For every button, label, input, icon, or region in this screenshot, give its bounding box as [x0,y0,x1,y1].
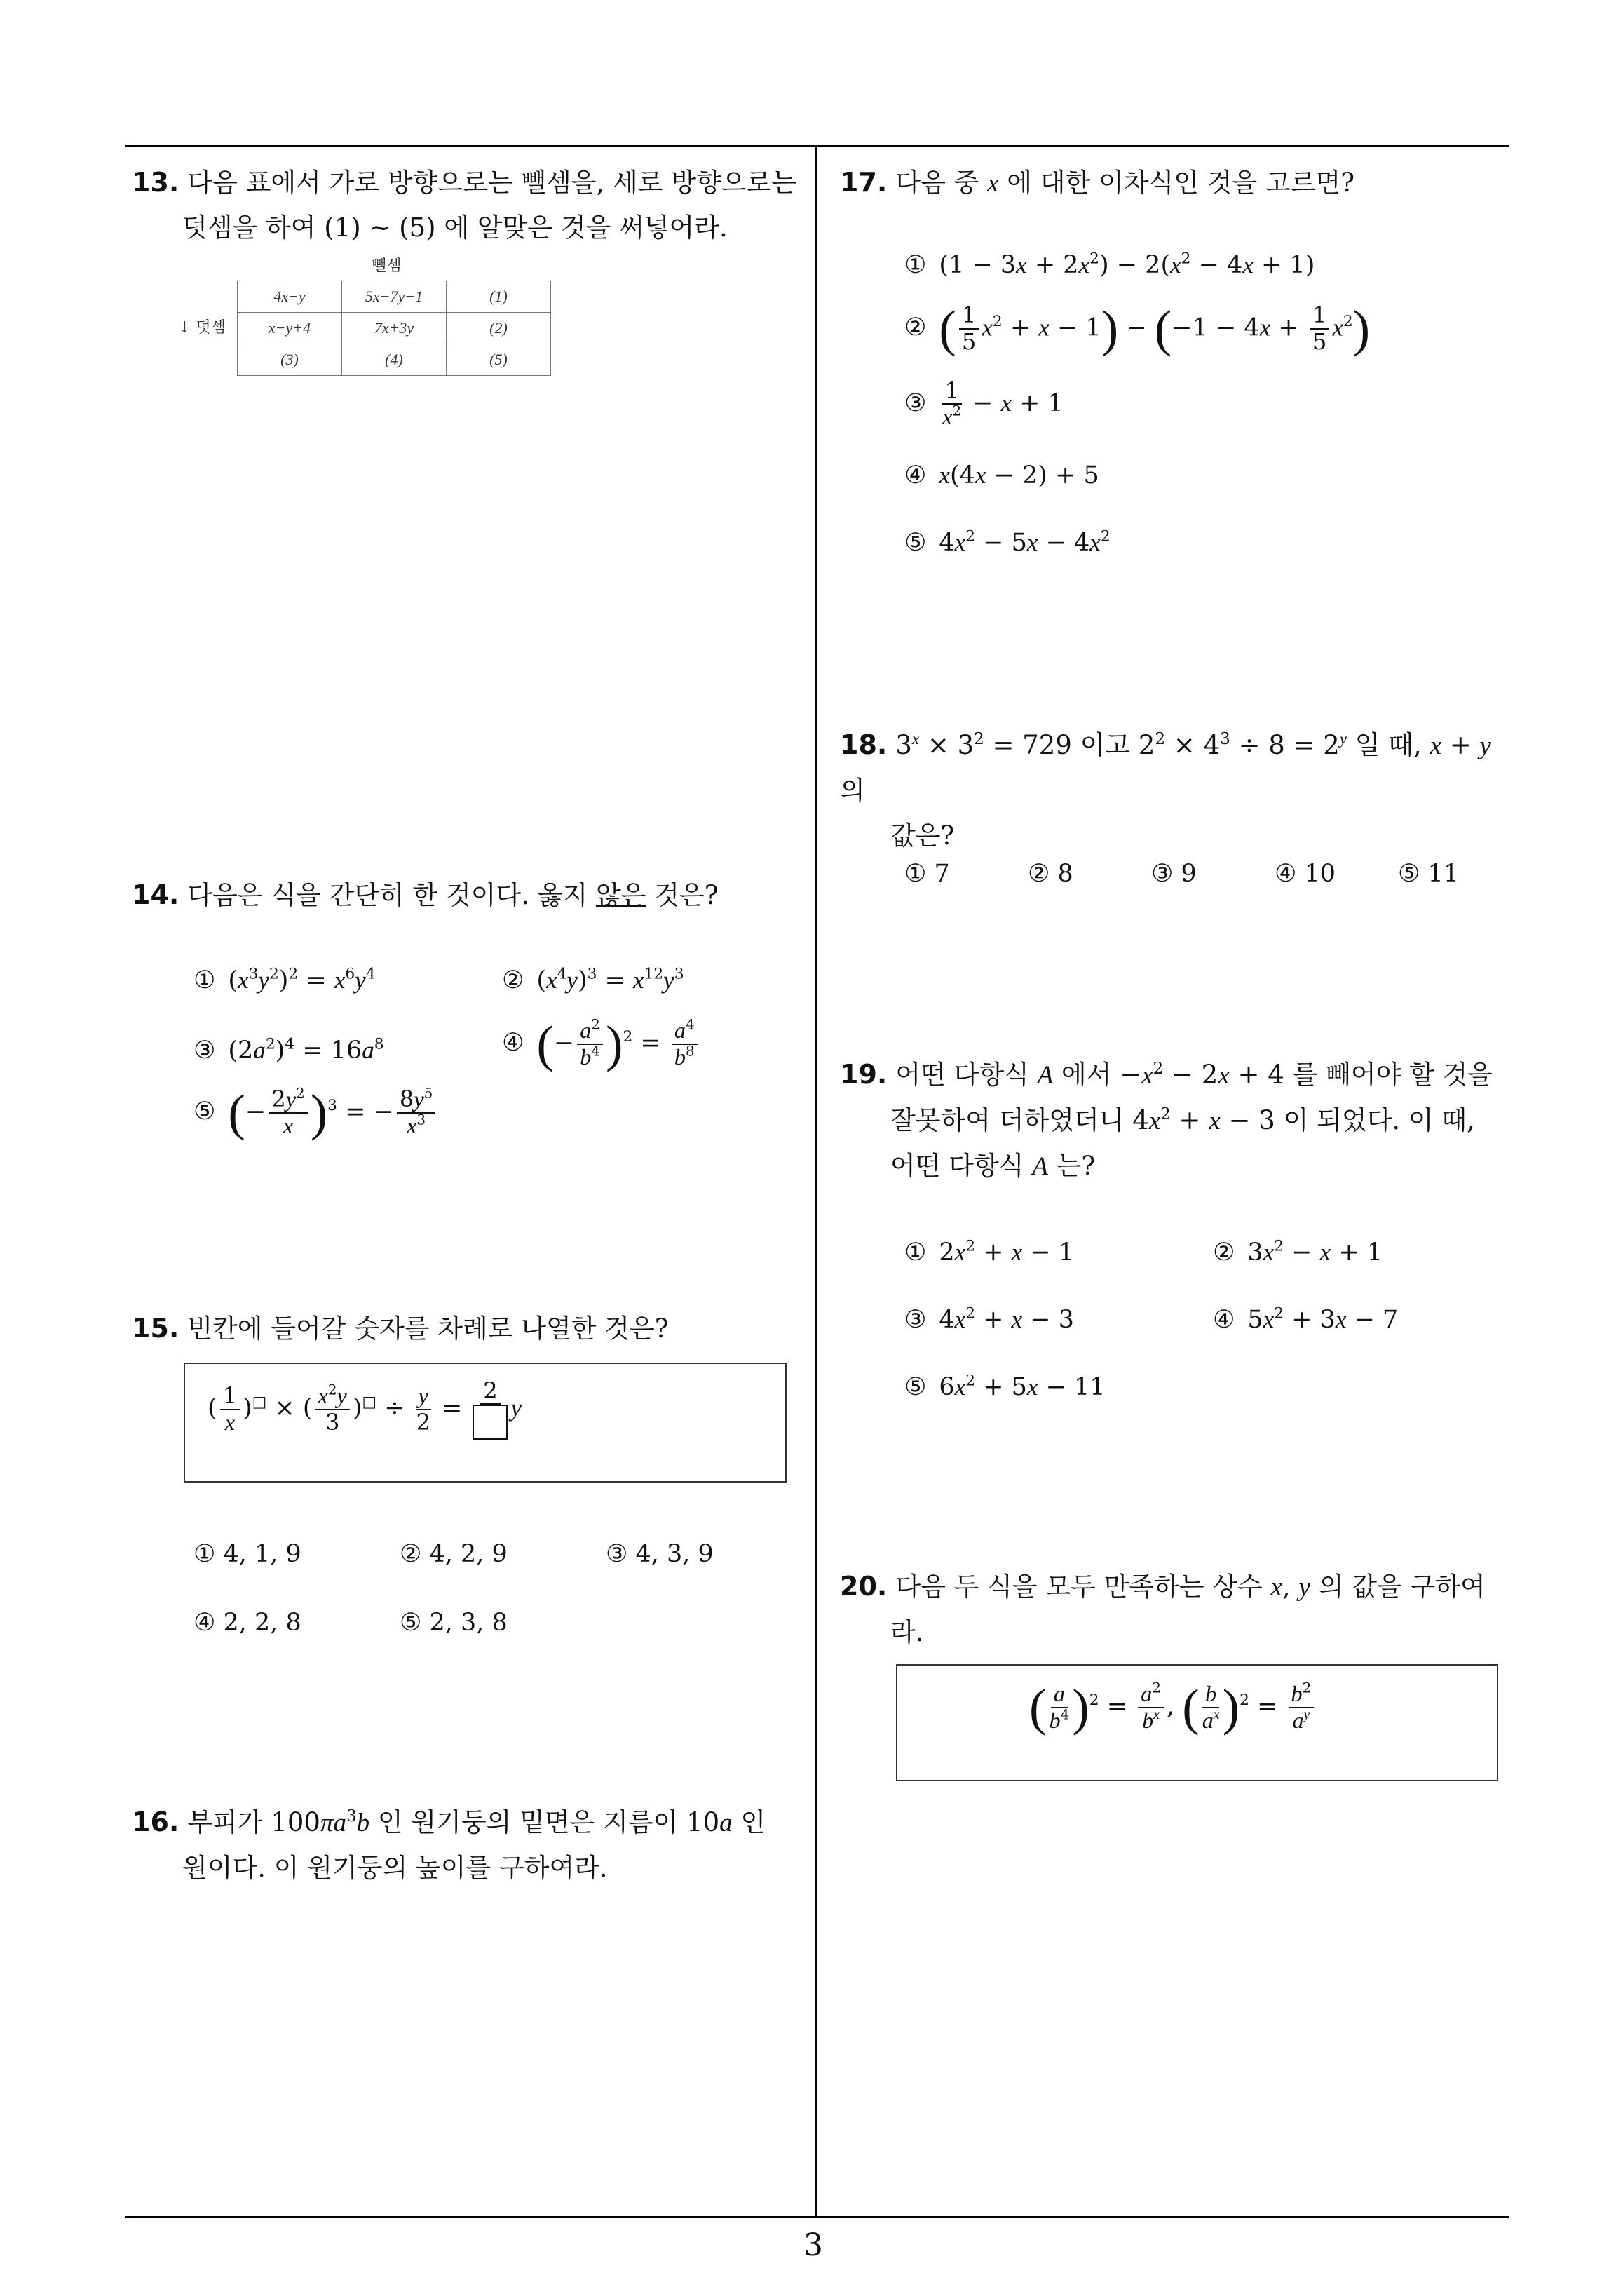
table-side-label: ↓ 덧셈 [178,319,226,337]
q15-formula: ( $\frac{1}{x}$ )□ × ( $\frac{x^2y}{3}$ )□ ÷ $\frac{y}{2}$ = 2 y [208,1379,522,1440]
q18-option-2: ② 8 [1028,860,1073,888]
q17-option-3: ③ $\frac{1}{x^2}$ − x + 1 [904,377,1064,430]
question-15 [132,1306,669,1351]
bottom-rule [125,2216,1509,2218]
question-16: 16. 부피가 $100\pi a^3b$ 인 원기둥의 밑면은 지름이 10a 인 원이다. 이 원기둥의 높이를 구하여라. [132,1799,805,1891]
q19-option-1: ① $2x^2 + x - 1$ [904,1237,1075,1267]
question-13-table [237,281,551,376]
q20-formula: ( $\frac{a}{b^4}$ )$^2$ = $\frac{a^2}{b^x}$ , ( $\frac{b}{a^x}$ )$^2$ = $\frac{b^2}{a^y}$ [1029,1682,1317,1734]
question-text-line2: 값은? [890,821,955,851]
table-row [238,313,551,344]
table-cell: (3) [238,344,342,376]
underlined-text: 않은 [596,880,646,910]
question-text-end: 것은? [646,880,719,910]
table-top-label: 뺄셈 [372,257,402,275]
q14-option-1: ① $(x^3y^2)^2 = x^6y^4$ [193,965,376,994]
q15-option-1: ① 4, 1, 9 [193,1540,301,1568]
q19-option-2: ② $3x^2 - x + 1$ [1213,1237,1383,1267]
q14-option-4: ④ (− $\frac{a^2}{b^4}$ )$^2$ = $\frac{a^4}{b^8}$ [502,1018,700,1070]
question-13 [132,160,805,250]
q15-option-4: ④ 2, 2, 8 [193,1609,301,1637]
question-text-line2: 원이다. 이 원기둥의 높이를 구하여라. [182,1853,608,1883]
q14-option-2: ② $(x^4y)^3 = x^{12}y^3$ [502,965,684,994]
q17-option-1: ① $(1 - 3x + 2x^2) - 2(x^2 - 4x + 1)$ [904,250,1315,279]
table-cell: (4) [342,344,447,376]
question-17: 17. 다음 중 x 에 대한 이차식인 것을 고르면? [840,167,1355,198]
question-number: 15. [132,1313,179,1344]
q14-option-5: ⑤ (− $\frac{2y^2}{x}$ )$^3$ = − $\frac{8y^5}{x^3}$ [193,1087,438,1139]
q15-option-5: ⑤ 2, 3, 8 [400,1609,508,1637]
q17-option-5: ⑤ $4x^2 - 5x - 4x^2$ [904,527,1111,557]
q19-option-5: ⑤ $6x^2 + 5x - 11$ [904,1372,1106,1401]
q18-option-3: ③ 9 [1151,860,1197,888]
page-number: 3 [803,2227,823,2263]
question-number: 16. [132,1807,179,1837]
question-number: 18. [840,729,888,760]
table-cell: (1) [447,281,551,313]
question-text-line2: 덧셈을 하여 (1) ~ (5) 에 알맞은 것을 써넣어라. [182,212,728,243]
question-14 [132,872,719,918]
question-number: 14. [132,879,179,910]
table-cell: 5x−7y−1 [342,281,447,313]
q17-option-4: ④ x(4x − 2) + 5 [904,461,1099,489]
q19-option-3: ③ $4x^2 + x - 3$ [904,1304,1075,1334]
question-number: 19. [840,1059,888,1090]
q18-option-4: ④ 10 [1275,860,1336,888]
table-cell: x−y+4 [238,313,342,344]
table-row [238,281,551,313]
q18-option-1: ① 7 [904,860,950,888]
table-row [238,344,551,376]
question-number: 13. [132,167,179,198]
question-19: 19. 어떤 다항식 A 에서 $-x^2 - 2x + 4$ 를 빼어야 할 것을 잘못하여 더하였더니 $4x^2 + x - 3$ 이 되었다. 이 때, 어떤 다항식 A 는? [840,1059,1493,1181]
question-text-line1: 다음 표에서 가로 방향으로는 뺄셈을, 세로 방향으로는 [187,168,796,198]
q14-option-3: ③ $(2a^2)^4 = 16a^8$ [193,1035,384,1065]
question-text-line2: 라. [890,1617,924,1647]
q15-option-3: ③ 4, 3, 9 [606,1540,714,1568]
question-18: 18. $3^x \times 3^2 = 729$ 이고 $2^2 \times 4^3 \div 8 = 2^y$ 일 때, x + y 의 값은? [840,722,1513,858]
column-divider [815,145,817,2218]
q15-option-2: ② 4, 2, 9 [400,1540,508,1568]
q17-option-2: ② ( $\frac{1}{5}$ $x^2 + x - 1) - (-1 - 4x$ + $\frac{1}{5}$ $x^2$) [904,300,1371,357]
table-cell: 4x−y [238,281,342,313]
q18-option-5: ⑤ 11 [1398,860,1460,888]
table-cell: 7x+3y [342,313,447,344]
question-number: 20. [840,1571,888,1602]
q19-option-4: ④ $5x^2 + 3x - 7$ [1213,1304,1399,1334]
question-text: 다음은 식을 간단히 한 것이다. 옳지 [187,880,597,910]
table-cell: (5) [447,344,551,376]
table-cell: (2) [447,313,551,344]
question-20: 20. 다음 두 식을 모두 만족하는 상수 x, y 의 값을 구하여 라. [840,1564,1513,1655]
question-text: 빈칸에 들어갈 숫자를 차례로 나열한 것은? [187,1314,669,1344]
question-number: 17. [840,167,888,198]
